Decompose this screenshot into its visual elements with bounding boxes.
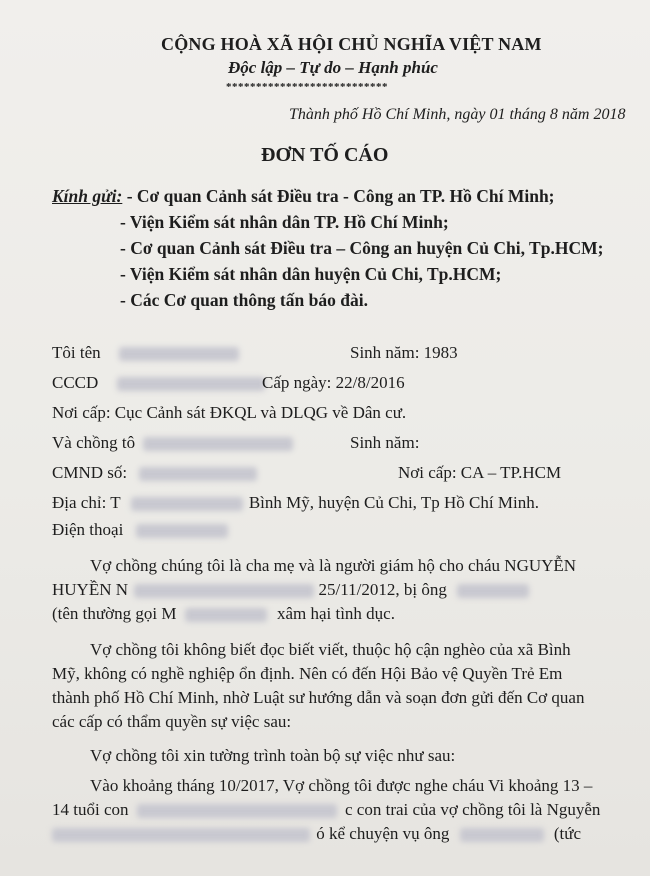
recipient-item: - Viện Kiểm sát nhân dân huyện Củ Chi, Tp.HCM; — [120, 264, 502, 284]
recipients-block — [52, 186, 555, 207]
paragraph-line: các cấp có thẩm quyền sự việc sau: — [52, 712, 292, 731]
redacted-child-name — [134, 584, 314, 598]
motto: Độc lập – Tự do – Hạnh phúc — [228, 58, 438, 77]
recipient-item: - Cơ quan Cảnh sát Điều tra - Công an TP. Hồ Chí Minh; — [126, 186, 555, 206]
address-label: Địa chỉ: T — [52, 493, 121, 512]
redacted-husband — [143, 437, 293, 451]
nation-heading: CỘNG HOÀ XÃ HỘI CHỦ NGHĨA VIỆT NAM — [161, 34, 542, 54]
redacted-phone — [136, 524, 228, 538]
redacted-name — [119, 347, 239, 361]
redacted-cmnd — [139, 467, 257, 481]
dateline: Thành phố Hồ Chí Minh, ngày 01 tháng 8 năm 2018 — [289, 106, 626, 123]
paragraph-line: Mỹ, không có nghề nghiệp ổn định. Nên có đến Hội Bảo vệ Quyền Trẻ Em — [52, 664, 563, 683]
redacted-text — [137, 804, 337, 818]
cccd-label: CCCD — [52, 373, 99, 392]
text-span: xâm hại tình dục. — [276, 604, 395, 623]
paragraph-line: thành phố Hồ Chí Minh, nhờ Luật sư hướng dẫn và soạn đơn gửi đến Cơ quan — [52, 688, 585, 707]
text-span: 14 tuổi con — [52, 800, 129, 819]
redacted-nickname — [185, 608, 267, 622]
recipient-item: - Các Cơ quan thông tấn báo đài. — [120, 290, 368, 310]
address-rest: Bình Mỹ, huyện Củ Chi, Tp Hồ Chí Minh. — [248, 493, 539, 512]
cmnd-place: Nơi cấp: CA – TP.HCM — [398, 463, 562, 482]
paragraph-line: Vợ chồng chúng tôi là cha mẹ và là người giám hộ cho cháu NGUYỄN — [90, 556, 577, 575]
husband-birth: Sinh năm: — [350, 433, 420, 452]
issue-place: Nơi cấp: Cục Cảnh sát ĐKQL và DLQG về Dân cư. — [52, 403, 407, 422]
text-span: HUYỀN N — [52, 580, 129, 599]
recipient-item: - Viện Kiểm sát nhân dân TP. Hồ Chí Minh; — [120, 212, 449, 232]
redacted-cccd — [117, 377, 265, 391]
text-span: c con trai của vợ chồng tôi là Nguyễn — [345, 800, 601, 819]
name-label: Tôi tên — [52, 343, 101, 362]
issue-date: Cấp ngày: 22/8/2016 — [262, 373, 405, 392]
paragraph-line: Vợ chồng tôi xin tường trình toàn bộ sự việc như sau: — [90, 746, 456, 765]
phone-field — [52, 520, 228, 540]
address-field — [52, 493, 539, 513]
paragraph-line — [52, 580, 529, 600]
redacted-address — [131, 497, 243, 511]
cmnd-label: CMND số: — [52, 463, 128, 482]
paragraph-line — [52, 800, 600, 820]
husband-label: Và chồng tô — [52, 433, 136, 452]
paragraph-line: Vợ chồng tôi không biết đọc biết viết, thuộc hộ cận nghèo của xã Bình — [90, 640, 571, 659]
phone-label: Điện thoại — [52, 520, 124, 539]
husband-field — [52, 433, 293, 453]
text-span: (tức — [553, 824, 582, 843]
redacted-text — [52, 828, 310, 842]
text-span: (tên thường gọi M — [52, 604, 177, 623]
paragraph-line — [52, 824, 581, 844]
stars-divider: *************************** — [226, 81, 388, 93]
redacted-accused — [457, 584, 529, 598]
cmnd-field — [52, 463, 257, 483]
paragraph-line: Vào khoảng tháng 10/2017, Vợ chồng tôi được nghe cháu Vi khoảng 13 – — [90, 776, 593, 795]
name-field — [52, 343, 239, 363]
cccd-field — [52, 373, 265, 393]
text-span: 25/11/2012, bị ông — [318, 580, 447, 599]
recipients-label: Kính gửi: — [52, 186, 123, 206]
recipient-item: - Cơ quan Cảnh sát Điều tra – Công an huyện Củ Chi, Tp.HCM; — [120, 238, 604, 258]
birth-year: Sinh năm: 1983 — [350, 343, 458, 362]
text-span: ó kể chuyện vụ ông — [316, 824, 450, 843]
document-title: ĐƠN TỐ CÁO — [261, 144, 389, 166]
paragraph-line — [52, 604, 395, 624]
redacted-text — [460, 828, 544, 842]
